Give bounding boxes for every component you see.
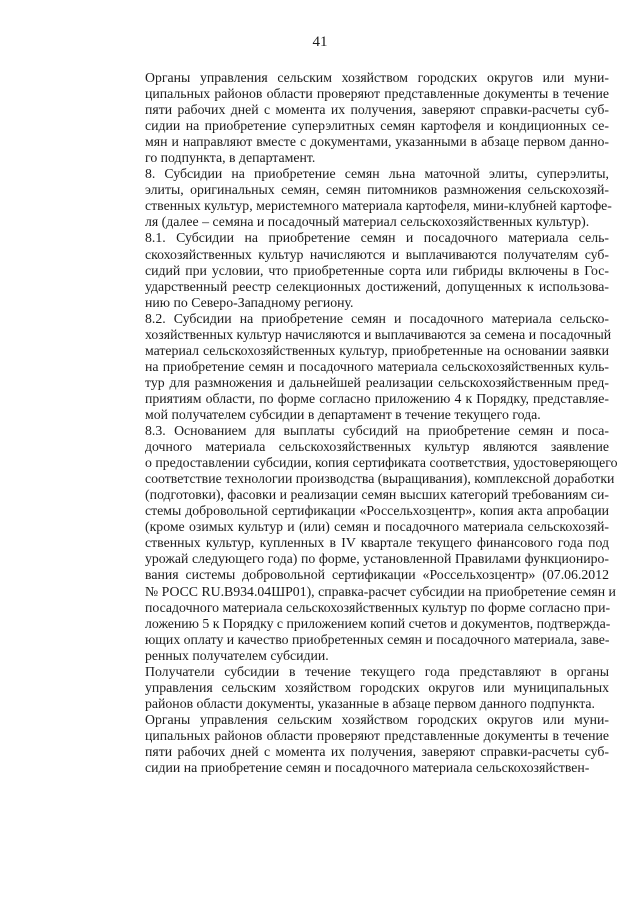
text-line: ля (далее – семяна и посадочный материал сельскохозяйственных культур).: [145, 214, 590, 230]
text-line: 8.1. Субсидии на приобретение семян и посадочного материала сель-: [145, 230, 609, 246]
paragraph: [107, 310, 612, 423]
paragraph: [107, 664, 609, 712]
page-number: 41: [312, 34, 328, 50]
text-line: о предоставлении субсидии, копия сертификата соответствия, удостоверяющего: [145, 455, 618, 471]
text-line: стемы добровольной сертификации «Россельхозцентр», копия акта апробации: [145, 503, 609, 519]
text-line: 8.3. Основанием для выплаты субсидий на приобретение семян и поса-: [145, 423, 609, 439]
paragraph: [107, 166, 612, 230]
text-line: ложению 5 к Порядку с приложением копий счетов и документов, подтвержда-: [145, 615, 611, 631]
paragraph: [107, 423, 618, 664]
text-line: 8. Субсидии на приобретение семян льна маточной элиты, суперэлиты,: [145, 166, 609, 182]
document-body: [107, 70, 618, 776]
text-line: скохозяйственных культур начисляются и выплачиваются получателям суб-: [145, 246, 609, 262]
text-line: сидий при условии, что приобретенные сорта или гибриды включены в Гос-: [145, 262, 609, 278]
text-line: нию по Северо-Западному региону.: [145, 294, 354, 310]
text-line: элиты, оригинальных семян, семян питомников размножения сельскохозяй-: [145, 182, 609, 198]
text-line: го подпункта, в департамент.: [145, 150, 316, 166]
text-line: (кроме озимых культур и (или) семян и посадочного материала сельскохозяй-: [145, 519, 609, 535]
text-line: Получатели субсидии в течение текущего года представляют в органы: [145, 663, 609, 679]
text-line: на приобретение семян и посадочного материала сельскохозяйственных куль-: [145, 358, 609, 374]
text-line: ципальных районов области проверяют представленные документы в течение: [145, 86, 609, 102]
text-line: пяти рабочих дней с момента их получения, заверяют справки-расчеты суб-: [145, 102, 609, 118]
text-line: ципальных районов области проверяют представленные документы в течение: [145, 727, 609, 743]
text-line: вания системы добровольной сертификации «Россельхозцентр» (07.06.2012: [145, 567, 609, 583]
text-line: ударственный реестр селекционных достижений, допущенных к использова-: [145, 278, 609, 294]
text-line: тур для размножения и дальнейшей реализации сельскохозяйственным пред-: [145, 374, 609, 390]
text-line: хозяйственных культур начисляются и выплачиваются за семена и посадочный: [145, 326, 612, 342]
text-line: Органы управления сельским хозяйством городских округов или муни-: [145, 70, 609, 85]
text-line: посадочного материала сельскохозяйственных культур по форме согласно при-: [145, 599, 611, 615]
paragraph: [107, 70, 609, 166]
text-line: пяти рабочих дней с момента их получения, заверяют справки-расчеты суб-: [145, 743, 609, 759]
paragraph: [107, 712, 609, 776]
text-line: соответствие технологии производства (выращивания), комплексной доработки: [145, 471, 615, 487]
text-line: (подготовки), фасовки и реализации семян высших категорий требованиям си-: [145, 487, 609, 503]
text-line: районов области документы, указанные в абзаце первом данного подпункта.: [145, 695, 596, 711]
text-line: сидии на приобретение семян и посадочного материала сельскохозяйствен-: [145, 760, 590, 776]
text-line: Органы управления сельским хозяйством городских округов или муни-: [145, 711, 609, 727]
text-line: мян и направляют вместе с документами, указанными в абзаце первом данно-: [145, 134, 609, 150]
text-line: мой получателем субсидии в департамент в течение текущего года.: [145, 406, 541, 422]
text-line: ренных получателем субсидии.: [145, 647, 329, 663]
text-line: 8.2. Субсидии на приобретение семян и посадочного материала сельско-: [145, 310, 609, 326]
text-line: урожай следующего года) по форме, установленной Правилами функциониро-: [145, 551, 609, 567]
text-line: ственных культур, меристемного материала картофеля, мини-клубней картофе-: [145, 198, 612, 214]
paragraph: [107, 230, 609, 310]
text-line: приятиям области, по форме согласно приложению 4 к Порядку, представляе-: [145, 390, 609, 406]
text-line: сидии на приобретение суперэлитных семян картофеля и кондиционных се-: [145, 118, 609, 134]
text-line: управления сельским хозяйством городских округов или муниципальных: [145, 679, 609, 695]
text-line: ющих оплату и качество приобретенных семян и посадочного материала, заве-: [145, 631, 610, 647]
text-line: материал сельскохозяйственных культур, приобретенные на основании заявки: [145, 342, 609, 358]
text-line: дочного материала сельскохозяйственных культур являются заявление: [145, 439, 609, 455]
text-line: ственных культур, купленных в IV квартале текущего финансового года под: [145, 535, 609, 551]
text-line: № РОСС RU.В934.04ШР01), справка-расчет субсидии на приобретение семян и: [145, 583, 616, 599]
